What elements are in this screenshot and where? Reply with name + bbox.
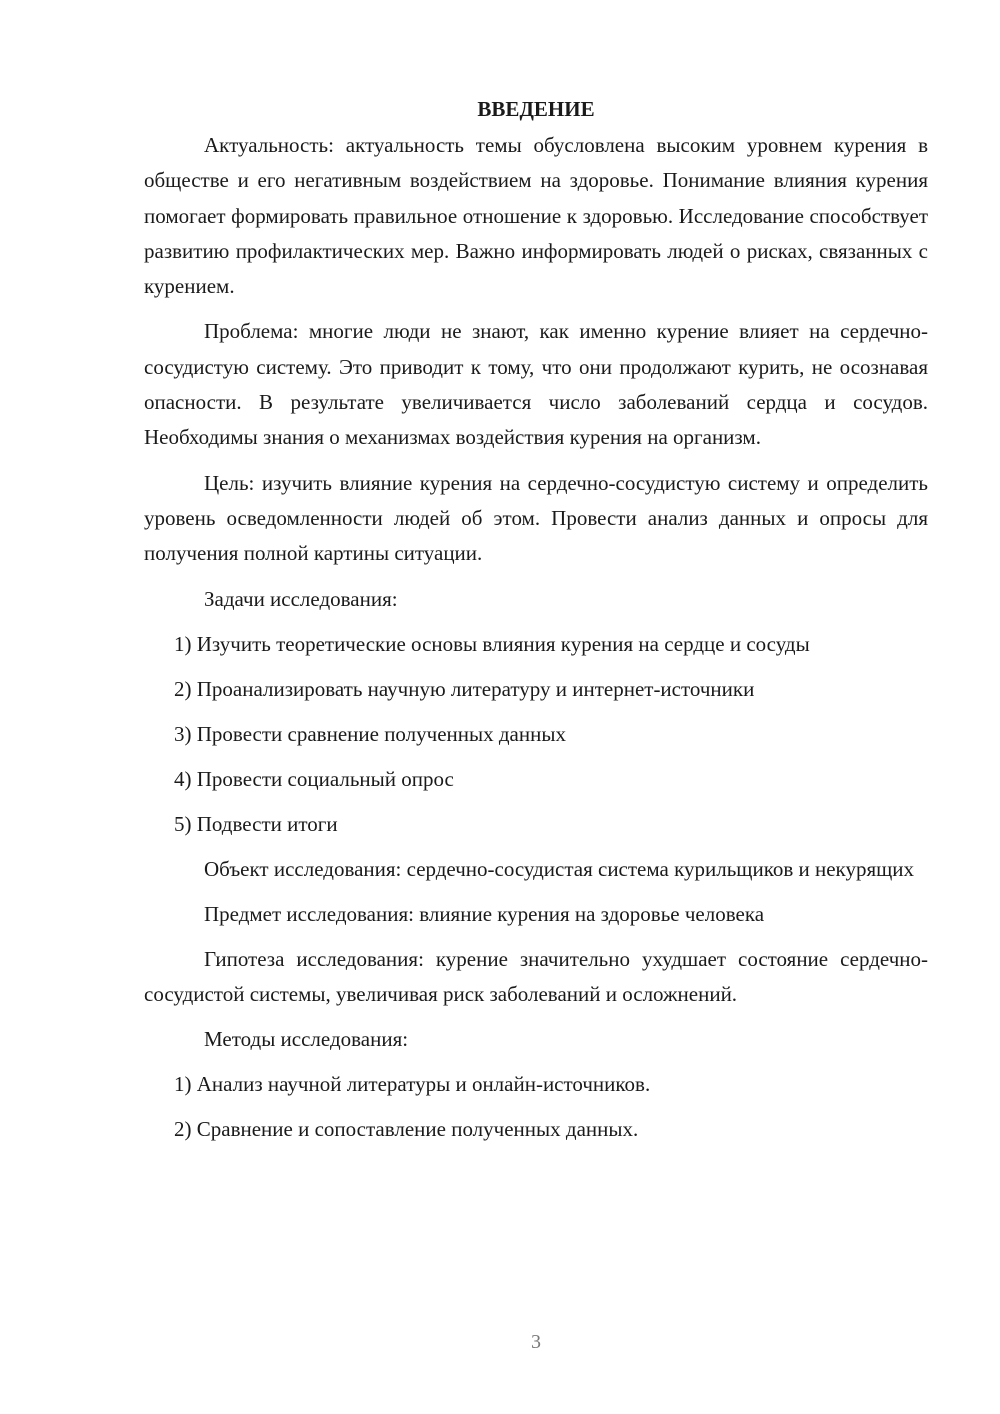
section-heading: ВВЕДЕНИЕ bbox=[477, 97, 595, 121]
hypothesis-paragraph: Гипотеза исследования: курение значительно ухудшает состояние сердечно-сосудистой системы, увеличивая риск заболеваний и осложнений. bbox=[144, 946, 928, 1007]
subject-paragraph: Предмет исследования: влияние курения на здоровье человека bbox=[204, 901, 765, 926]
tasks-list bbox=[144, 627, 928, 842]
relevance-paragraph: Актуальность: актуальность темы обусловлена высоким уровнем курения в обществе и его негативным воздействием на здоровье. Понимание влияния курения помогает формировать правильное отношение к здоровью. Исследование способствует развитию профилактических мер. Важно информировать людей о рисках, связанных с курением. bbox=[144, 133, 928, 299]
list-item: 5) Подвести итоги bbox=[174, 811, 338, 836]
document-page bbox=[144, 90, 928, 1157]
object-paragraph: Объект исследования: сердечно-сосудистая система курильщиков и некурящих bbox=[204, 856, 915, 881]
list-item: 3) Провести сравнение полученных данных bbox=[174, 721, 566, 746]
tasks-title: Задачи исследования: bbox=[204, 586, 398, 611]
list-item: 4) Провести социальный опрос bbox=[174, 766, 454, 791]
list-item: 2) Сравнение и сопоставление полученных данных. bbox=[174, 1117, 639, 1142]
problem-paragraph: Проблема: многие люди не знают, как именно курение влияет на сердечно-сосудистую систему. Это приводит к тому, что они продолжают курить, не осознавая опасности. В результате увеличивается число заболеваний сердца и сосудов. Необходимы знания о механизмах воздействия курения на организм. bbox=[144, 319, 928, 450]
methods-title: Методы исследования: bbox=[204, 1027, 409, 1052]
list-item: 1) Изучить теоретические основы влияния курения на сердце и сосуды bbox=[174, 631, 810, 656]
page-number: 3 bbox=[531, 1331, 541, 1353]
list-item: 2) Проанализировать научную литературу и интернет-источники bbox=[174, 676, 755, 701]
list-item: 1) Анализ научной литературы и онлайн-источников. bbox=[174, 1072, 651, 1097]
goal-paragraph: Цель: изучить влияние курения на сердечно-сосудистую систему и определить уровень осведомленности людей об этом. Провести анализ данных и опросы для получения полной картины ситуации. bbox=[144, 470, 928, 566]
methods-list bbox=[144, 1067, 928, 1147]
